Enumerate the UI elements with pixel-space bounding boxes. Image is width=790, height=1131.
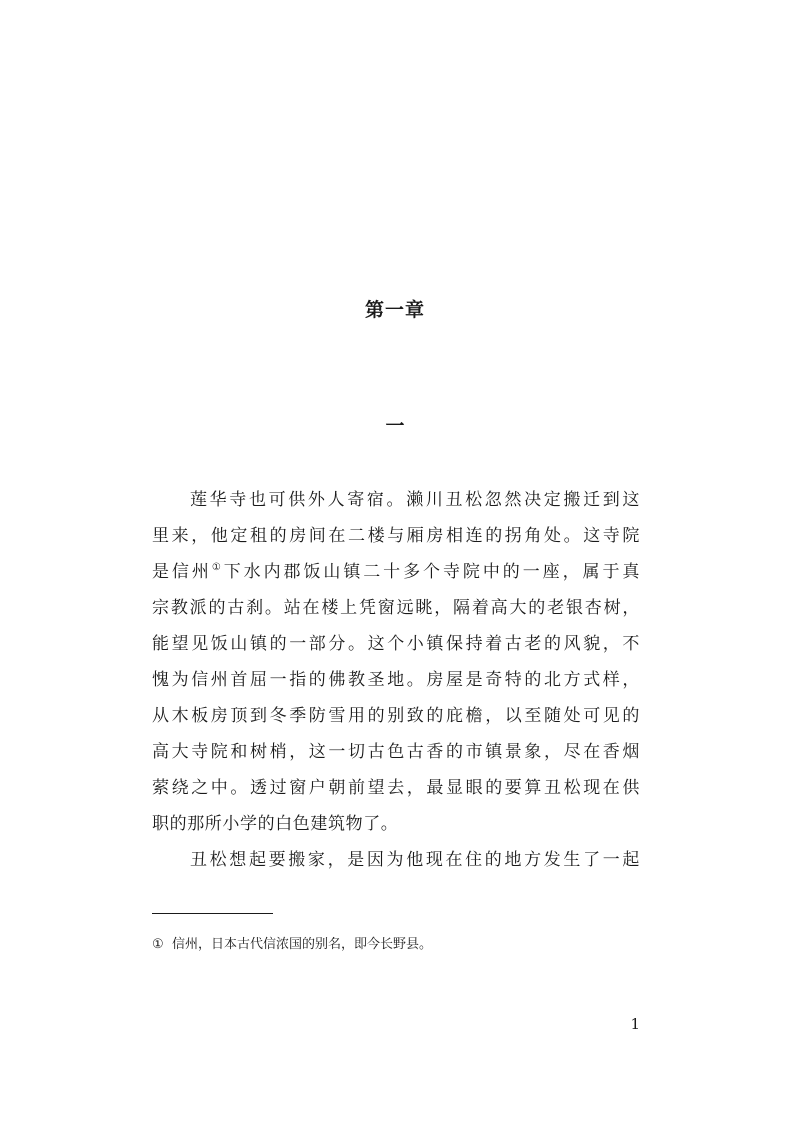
body-line: 高大寺院和树梢，这一切古色古香的市镇景象，尽在香烟 — [152, 742, 640, 762]
body-line: 莲华寺也可供外人寄宿。濑川丑松忽然决定搬迁到这 — [190, 490, 640, 510]
body-line: 萦绕之中。透过窗户朝前望去，最显眼的要算丑松现在供 — [152, 778, 640, 798]
body-line: 职的那所小学的白色建筑物了。 — [152, 814, 399, 834]
body-line: 宗教派的古刹。站在楼上凭窗远眺，隔着高大的老银杏树， — [152, 598, 640, 618]
body-line: 丑松想起要搬家，是因为他现在住的地方发生了一起 — [190, 850, 640, 870]
section-number: 一 — [385, 415, 405, 437]
page-number: 1 — [630, 1015, 640, 1033]
footnote-divider — [152, 913, 273, 914]
body-line: 能望见饭山镇的一部分。这个小镇保持着古老的风貌，不 — [152, 634, 640, 654]
body-line-prefix: 是信州 — [152, 562, 212, 582]
footnote-reference[interactable]: ① — [211, 562, 224, 573]
body-line-rest: 下水内郡饭山镇二十多个寺院中的一座，属于真 — [223, 562, 640, 582]
body-line: 愧为信州首屈一指的佛教圣地。房屋是奇特的北方式样， — [152, 670, 640, 690]
body-line: 里来，他定租的房间在二楼与厢房相连的拐角处。这寺院 — [152, 526, 640, 546]
footnote — [152, 934, 642, 956]
body-line — [152, 554, 640, 590]
body-text — [152, 482, 640, 878]
footnote-text: 信州，日本古代信浓国的别名，即今长野县。 — [172, 937, 433, 952]
footnote-number: ① — [152, 937, 164, 952]
body-line: 从木板房顶到冬季防雪用的别致的庇檐，以至随处可见的 — [152, 706, 640, 726]
chapter-title: 第一章 — [364, 299, 425, 321]
